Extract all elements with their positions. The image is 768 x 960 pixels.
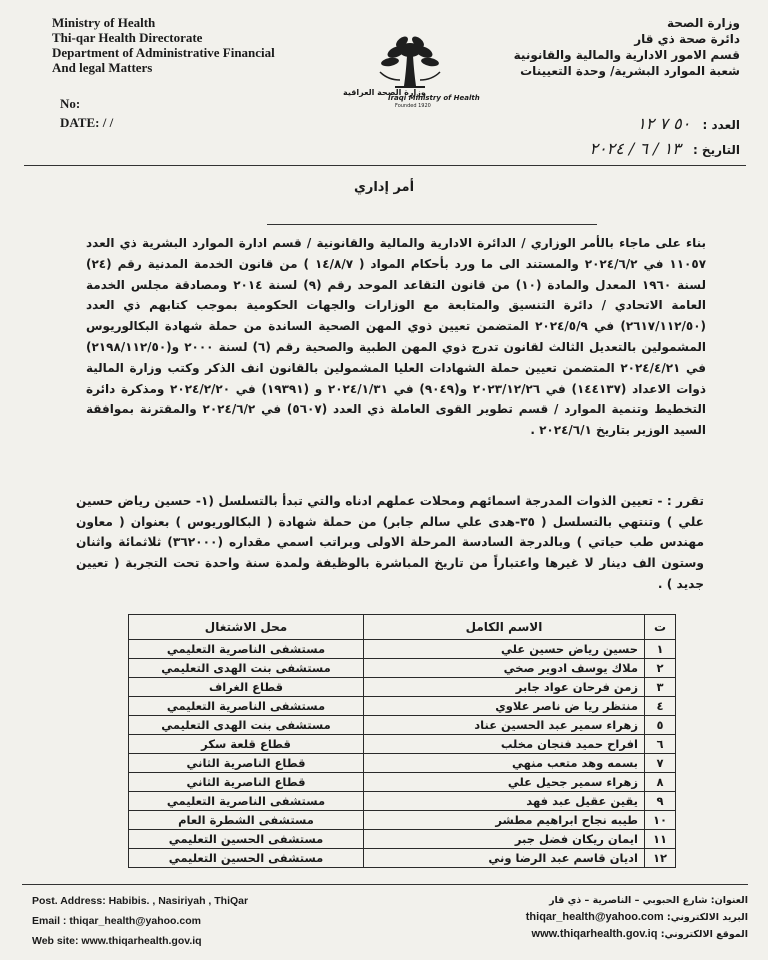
row-name: منتظر ريا ض ناصر علاوي [364,697,645,716]
row-workplace: مستشفى الناصرية التعليمي [129,640,364,659]
table-row [129,640,676,659]
row-workplace: قطاع الناصرية الثاني [129,773,364,792]
row-name: بسمه وهد متعب منهي [364,754,645,773]
row-index: ١١ [645,830,676,849]
preamble-paragraph: بناء على ماجاء بالأمر الوزاري / الدائرة الادارية والمالية والقانونية / قسم ادارة الموارد البشرية ذي العدد ١١٠٥٧ في ٢٠٢٤/٦/٢ والمستند الى ما ورد بأحكام المواد ( ١٤/٨/٧ ) من قانون الخدمة المدنية رقم (٢٤) لسنة ١٩٦٠ المعدل والمادة (١٠) من قانون التقاعد الموحد رقم (٩) لسنة ٢٠١٤ ومصادقة مجلس الخدمة العامة الاتحادي / دائرة التنسيق والمتابعة مع الوزارات والجهات الحكومية بموجب كتابهم ذي العدد (٢٦١٧/١١٢/٥٠) في ٢٠٢٤/٥/٩ المتضمن تعيين ذوي المهن الصحية الساندة من حملة شهادة البكالوريوس المشمولين بالتعديل الثالث لقانون تدرج ذوي المهن الطبية والصحية رقم (٦) لسنة ٢٠٠٠ و(٢١٩٨/١١٢/٥٠) في ٢٠٢٤/٤/٢١ المتضمن تعيين حملة الشهادات العليا المشمولين بالقانون انف الذكر وكتب وزارة المالية ذوات الاعداد (١٤٤١٣٧) في ٢٠٢٣/١٢/٢٦ و(٩٠٤٩) في ٢٠٢٤/١/٣١ و (١٩٣٩١) في ٢٠٢٤/٢/٢٠ ومذكرة دائرة التخطيط وتنمية الموارد / قسم تطوير القوى العاملة ذي العدد (٥٦٠٧) في ٢٠٢٤/٦/٢ والمقترنة بموافقة السيد الوزير بتاريخ ٢٠٢٤/٦/١ . [86,236,707,438]
matters-line: And legal Matters [52,60,153,75]
reference-fields-english [60,94,113,132]
footer-address-ar: شارع الحبوبي – الناصرية – ذي قار [549,895,708,906]
row-name: يقين عقيل عبد فهد [364,792,645,811]
table-row [129,659,676,678]
date-value: ١٣ / ٦ / ٢٠٢٤ [589,139,681,158]
row-workplace: مستشفى بنت الهدى التعليمي [129,716,364,735]
row-index: ١٠ [645,811,676,830]
row-workplace: مستشفى الشطرة العام [129,811,364,830]
row-name: ايمان ريكان فضل جبر [364,830,645,849]
row-name: زهراء سمير جحيل علي [364,773,645,792]
number-value: ٥٠ ٧ ١٢ [637,114,691,133]
table-row [129,754,676,773]
row-name: زهراء سمير عبد الحسين عناد [364,716,645,735]
department-line-ar: قسم الامور الادارية والمالية والقانونية [513,48,740,62]
directorate-line-ar: دائرة صحة ذي قار [634,32,740,46]
footer-address: Post. Address: Habibis. , Nasiriyah , ThiQar [32,895,249,907]
directorate-line: Thi-qar Health Directorate [52,30,203,45]
department-line: Department of Administrative Financial [52,45,275,60]
footer-website: Web site: www.thiqarhealth.gov.iq [32,935,202,947]
footer-divider [22,884,748,885]
row-name: طيبه نجاح ابراهيم مطشر [364,811,645,830]
table-row [129,849,676,868]
decision-paragraph: تقرر : - تعيين الذوات المدرجة اسمائهم ومحلات عملهم ادناه والتي تبدأ بالتسلسل (١- حسين رياض حسين علي ) وتنتهي بالتسلسل ( ٣٥-هدى علي سالم جابر) من حملة شهادة ( البكالوريوس ) بعنوان ( معاون مهندس طب حياتي ) وبالدرجة السادسة المرحلة الاولى وبراتب اسمي مقداره (٣٦٢٠٠٠) ثلاثمائة واثنان وستون الف دينار لا غيرها واعتباراً من تاريخ المباشرة بالوظيفة ولمدة سنة واحدة تحت التجربة ( تعيين جديد ) . [76,494,704,591]
row-index: ٨ [645,773,676,792]
table-row [129,716,676,735]
header-index: ت [645,615,676,640]
row-workplace: مستشفى بنت الهدى التعليمي [129,659,364,678]
footer-email: Email : thiqar_health@yahoo.com [32,915,201,927]
row-name: ملاك يوسف ادوير صخي [364,659,645,678]
row-name: اديان قاسم عبد الرضا وني [364,849,645,868]
row-index: ٦ [645,735,676,754]
row-index: ٣ [645,678,676,697]
title-underline [267,224,597,225]
row-name: حسين رياض حسين علي [364,640,645,659]
header-english [52,15,275,75]
row-index: ٢ [645,659,676,678]
ministry-logo [340,20,480,115]
logo-english-text: Iraqi Ministry of Health [388,94,480,102]
row-index: ١ [645,640,676,659]
table-row [129,811,676,830]
row-workplace: مستشفى الحسين التعليمي [129,849,364,868]
footer-arabic [526,893,748,943]
date-label-ar: التاريخ : [692,143,740,157]
ministry-line: Ministry of Health [52,15,156,30]
appointees-table [128,614,676,868]
footer-english [32,891,248,951]
table-row [129,697,676,716]
footer-website-label-ar: الموقع الالكتروني: [657,929,748,940]
date-label: DATE: / / [60,115,114,130]
row-workplace: مستشفى الناصرية التعليمي [129,792,364,811]
table-row [129,678,676,697]
row-workplace: مستشفى الناصرية التعليمي [129,697,364,716]
header-arabic [514,15,740,79]
row-index: ٥ [645,716,676,735]
reference-fields-arabic [589,112,740,162]
row-workplace: قطاع الغراف [129,678,364,697]
row-index: ٧ [645,754,676,773]
ministry-line-ar: وزارة الصحة [666,16,740,30]
header-divider [24,165,746,166]
logo-arabic-text: وزارة الصحة العراقية [343,88,426,97]
logo-founded-text: Founded 1920 [395,103,431,109]
row-workplace: مستشفى الحسين التعليمي [129,830,364,849]
document-title: أمر إداري [353,180,415,195]
row-index: ٩ [645,792,676,811]
row-index: ١٢ [645,849,676,868]
number-label: No: [60,96,81,111]
section-line-ar: شعبة الموارد البشرية/ وحدة التعيينات [520,64,740,78]
table-header-row [129,615,676,640]
footer-email-ar: thiqar_health@yahoo.com [525,911,664,923]
header-workplace: محل الاشتغال [129,615,364,640]
table-row [129,735,676,754]
row-index: ٤ [645,697,676,716]
table-row [129,792,676,811]
table-row [129,773,676,792]
footer-address-label-ar: العنوان: [707,895,748,906]
row-name: زمن فرحان عواد جابر [364,678,645,697]
footer-website-ar: www.thiqarhealth.gov.iq [531,928,658,940]
number-label-ar: العدد : [702,118,740,132]
footer-email-label-ar: البريد الالكتروني: [663,912,748,923]
row-workplace: قطاع قلعة سكر [129,735,364,754]
row-workplace: قطاع الناصرية الثاني [129,754,364,773]
row-name: افراح حميد فنجان مخلب [364,735,645,754]
table-row [129,830,676,849]
header-full-name: الاسم الكامل [364,615,645,640]
